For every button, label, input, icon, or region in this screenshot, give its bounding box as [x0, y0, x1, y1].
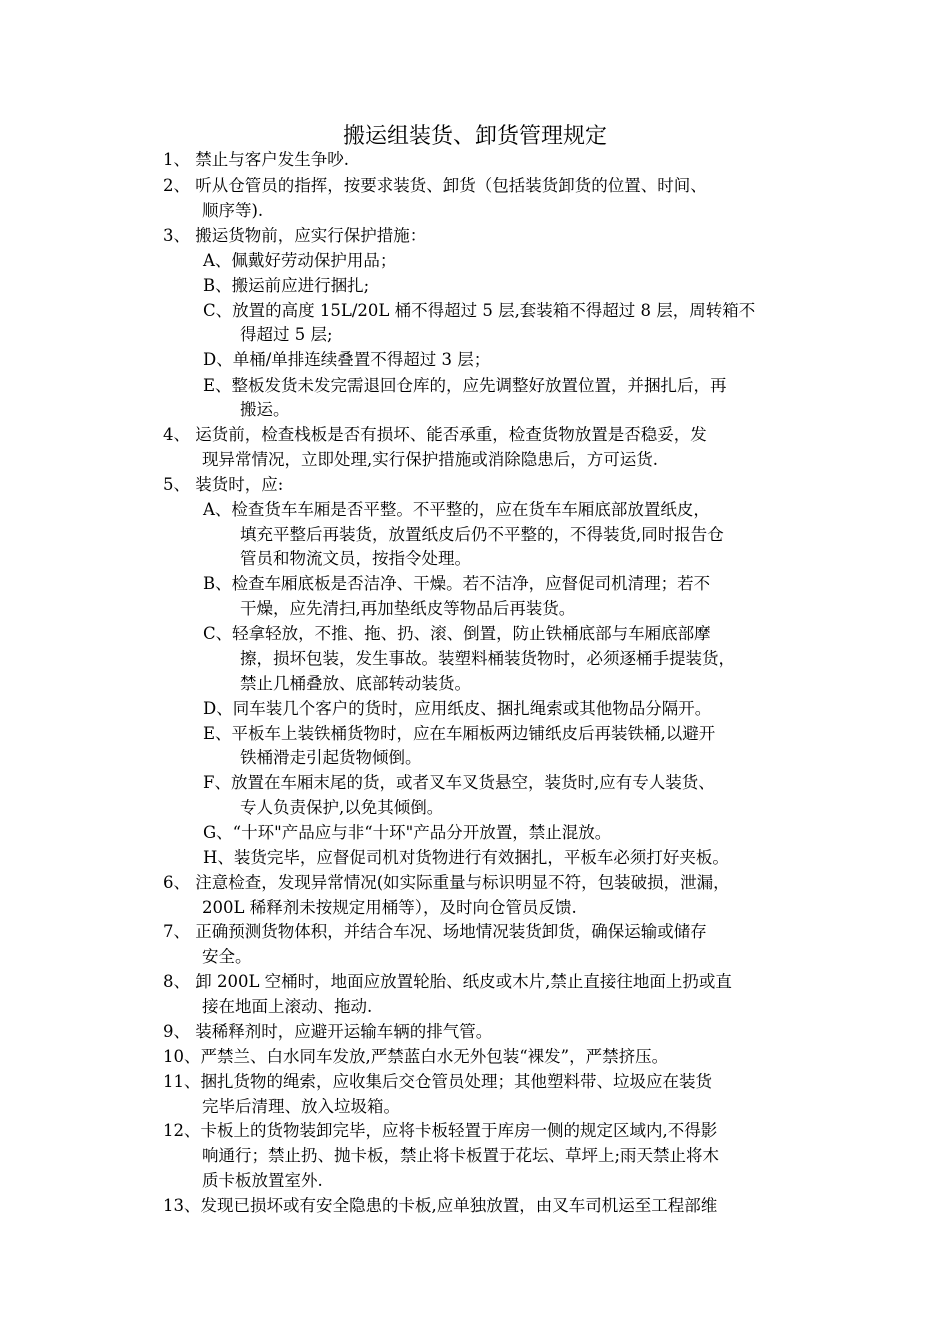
rule-5-sub-e-continued: 铁桶滑走引起货物倾倒。: [240, 748, 422, 767]
rule-5-sub-a-continued-2: 管员和物流文员，按指令处理。: [240, 549, 471, 568]
rule-3-sub-e: E、整板发货未发完需退回仓库的，应先调整好放置位置，并捆扎后，再: [203, 376, 727, 395]
rule-5-sub-f-continued: 专人负责保护,以免其倾倒。: [240, 798, 444, 817]
rule-item-4: 4、 运货前，检查栈板是否有损坏、能否承重，检查货物放置是否稳妥，发: [163, 425, 707, 444]
rule-item-6: 6、 注意检查，发现异常情况(如实际重量与标识明显不符，包装破损，泄漏，: [163, 873, 730, 892]
rule-3-sub-c-continued: 得超过 5 层;: [240, 325, 333, 344]
rule-item-7-continued: 安全。: [202, 947, 252, 966]
rule-5-sub-g: G、“十环"产品应与非“十环"产品分开放置，禁止混放。: [203, 823, 612, 842]
rule-item-7: 7、 正确预测货物体积，并结合车况、场地情况装货卸货，确保运输或储存: [163, 922, 707, 941]
rule-item-12-continued-2: 质卡板放置室外.: [202, 1171, 323, 1190]
rule-item-5: 5、 装货时，应:: [163, 475, 284, 494]
rule-5-sub-c-continued-1: 擦，损坏包装，发生事故。装塑料桶装货物时，必须逐桶手提装货，: [240, 649, 735, 668]
rule-5-sub-b: B、检查车厢底板是否洁净、干燥。若不洁净，应督促司机清理；若不: [203, 574, 711, 593]
rule-item-8-continued: 接在地面上滚动、拖动.: [202, 997, 373, 1016]
rule-3-sub-e-continued: 搬运。: [240, 400, 290, 419]
rule-item-9: 9、 装稀释剂时，应避开运输车辆的排气管。: [163, 1022, 493, 1041]
rule-5-sub-a-continued-1: 填充平整后再装货，放置纸皮后仍不平整的，不得装货,同时报告仓: [240, 525, 724, 544]
rule-item-6-continued: 200L 稀释剂未按规定用桶等），及时向仓管员反馈.: [202, 898, 577, 917]
rule-3-sub-a: A、佩戴好劳动保护用品；: [203, 251, 397, 270]
rule-3-sub-d: D、单桶/单排连续叠置不得超过 3 层；: [203, 350, 491, 369]
rule-item-11-continued: 完毕后清理、放入垃圾箱。: [202, 1097, 400, 1116]
rule-3-sub-b: B、搬运前应进行捆扎;: [203, 276, 370, 295]
rule-5-sub-b-continued: 干燥，应先清扫,再加垫纸皮等物品后再装货。: [240, 599, 576, 618]
rule-5-sub-d: D、同车装几个客户的货时，应用纸皮、捆扎绳索或其他物品分隔开。: [203, 699, 712, 718]
rule-item-2-continued: 顺序等).: [202, 201, 264, 220]
rule-5-sub-c-continued-2: 禁止几桶叠放、底部转动装货。: [240, 674, 471, 693]
rule-item-10: 10、严禁兰、白水同车发放,严禁蓝白水无外包装“裸发”，严禁挤压。: [163, 1047, 669, 1066]
rule-item-12: 12、卡板上的货物装卸完毕，应将卡板轻置于库房一侧的规定区域内,不得影: [163, 1121, 718, 1140]
rule-5-sub-f: F、放置在车厢末尾的货，或者叉车叉货悬空，装货时,应有专人装货、: [203, 773, 715, 792]
rule-item-13: 13、发现已损坏或有安全隐患的卡板,应单独放置，由叉车司机运至工程部维: [163, 1196, 718, 1215]
rule-5-sub-e: E、平板车上装铁桶货物时，应在车厢板两边铺纸皮后再装铁桶,以避开: [203, 724, 716, 743]
rule-5-sub-h: H、装货完毕，应督促司机对货物进行有效捆扎，平板车必须打好夹板。: [203, 848, 729, 867]
rule-3-sub-c: C、放置的高度 15L/20L 桶不得超过 5 层,套装箱不得超过 8 层，周转箱不: [203, 301, 756, 320]
rule-item-3: 3、 搬运货物前，应实行保护措施：: [163, 226, 427, 245]
rule-item-4-continued: 现异常情况，立即处理,实行保护措施或消除隐患后，方可运货.: [202, 450, 658, 469]
rule-item-2: 2、 听从仓管员的指挥，按要求装货、卸货（包括装货卸货的位置、时间、: [163, 176, 707, 195]
rule-item-11: 11、捆扎货物的绳索，应收集后交仓管员处理；其他塑料带、垃圾应在装货: [163, 1072, 712, 1091]
rule-item-8: 8、 卸 200L 空桶时，地面应放置轮胎、纸皮或木片,禁止直接往地面上扔或直: [163, 972, 732, 991]
rule-item-1: 1、 禁止与客户发生争吵.: [163, 150, 349, 169]
rule-5-sub-a: A、检查货车车厢是否平整。不平整的，应在货车车厢底部放置纸皮，: [203, 500, 710, 519]
rule-5-sub-c: C、轻拿轻放，不推、拖、扔、滚、倒置，防止铁桶底部与车厢底部摩: [203, 624, 711, 643]
rule-item-12-continued-1: 响通行；禁止扔、抛卡板，禁止将卡板置于花坛、草坪上;雨天禁止将木: [202, 1146, 720, 1165]
page-title: 搬运组装货、卸货管理规定: [342, 124, 607, 149]
